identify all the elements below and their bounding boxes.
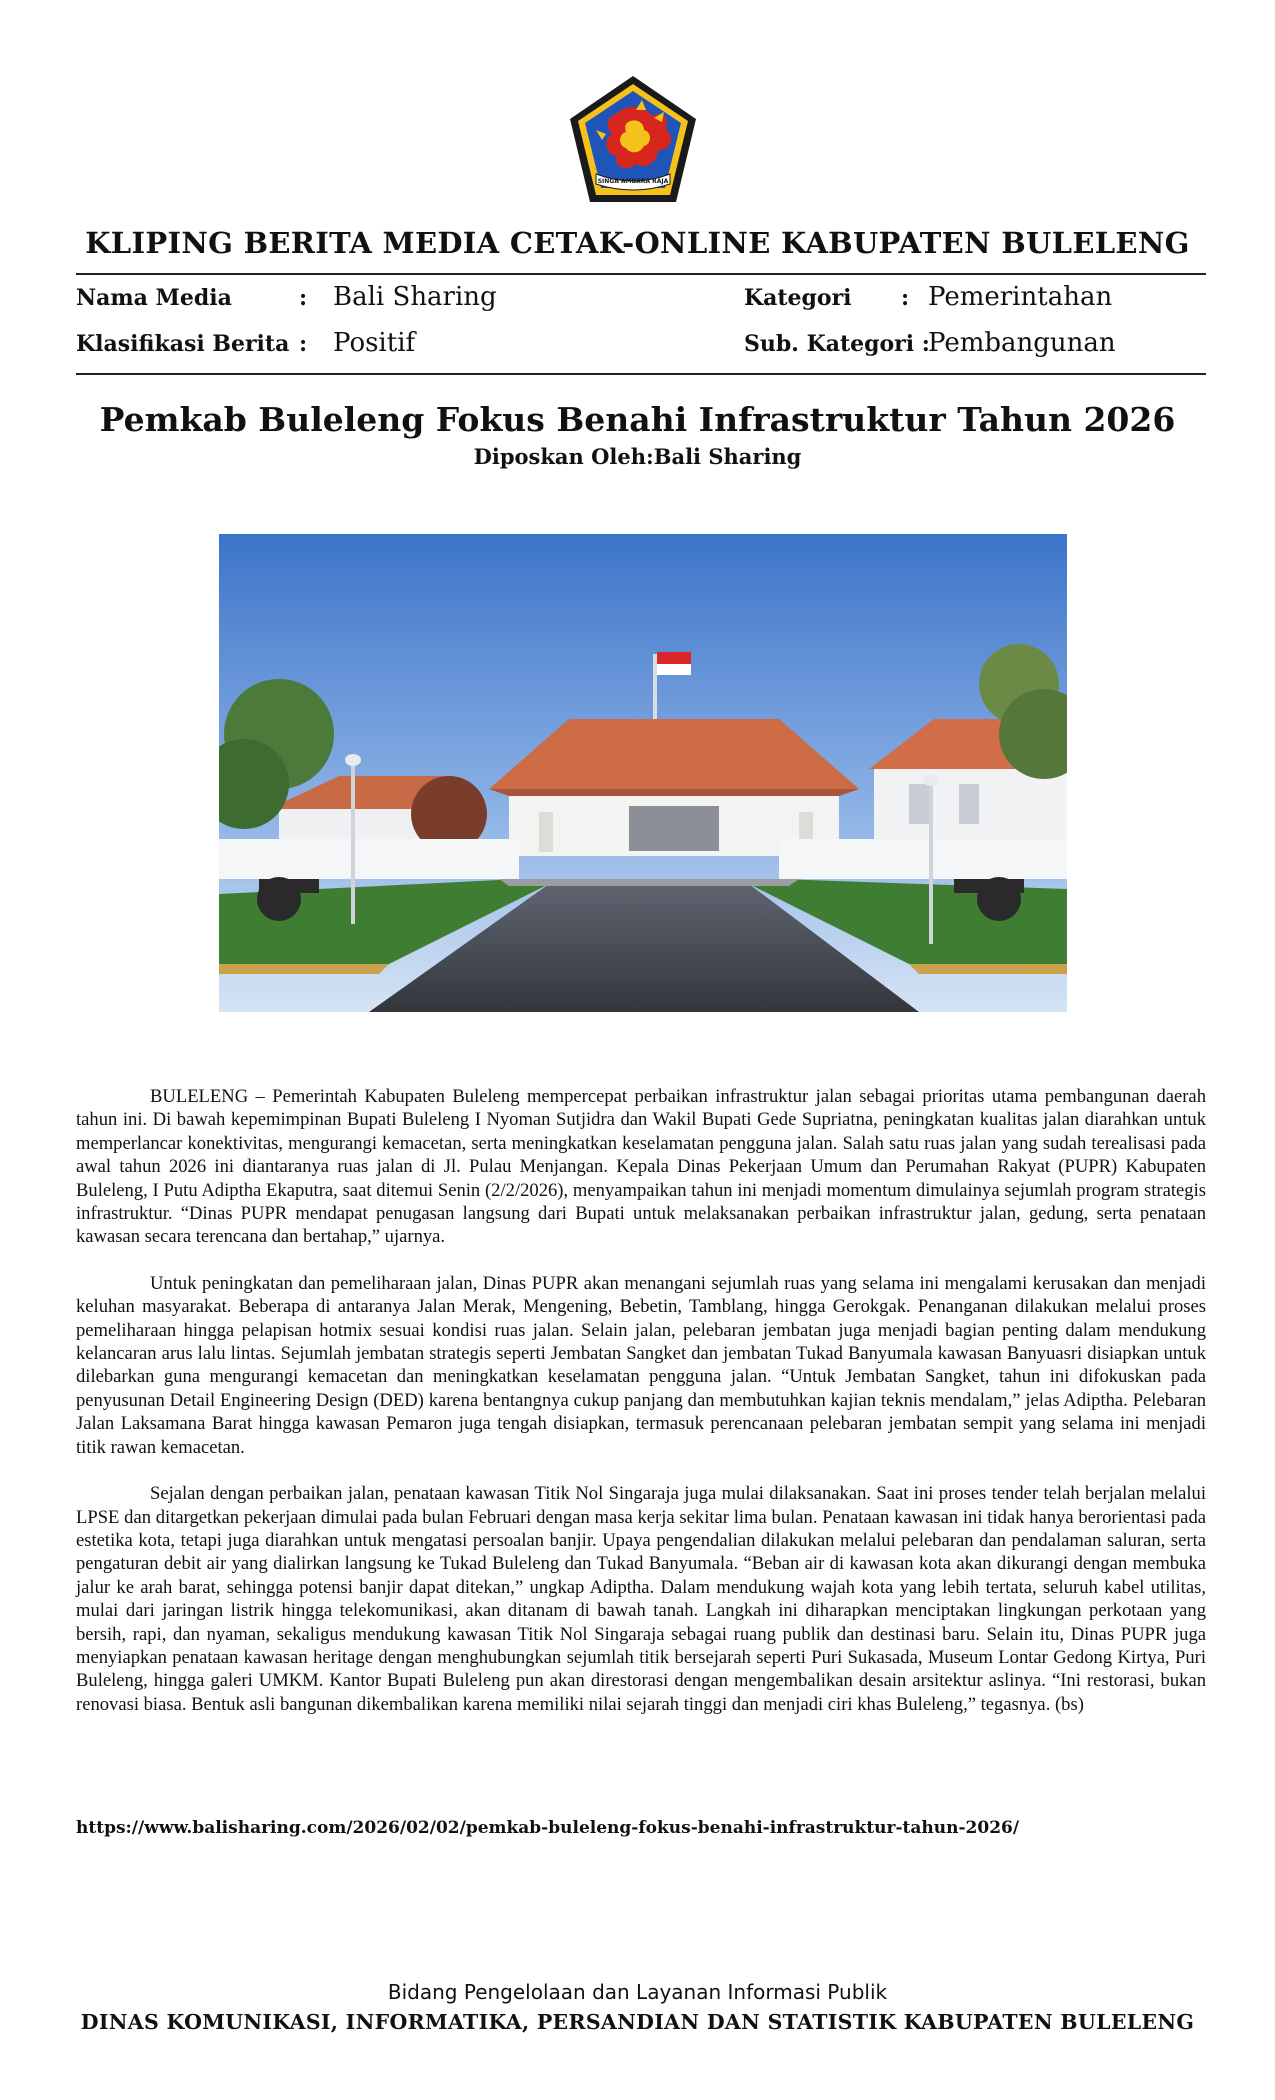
article-paragraph-1: BULELENG – Pemerintah Kabupaten Buleleng mempercepat perbaikan infrastruktur jalan sebagai prioritas utama pembangunan daerah tahun ini. Di bawah kepemimpinan Bupati Buleleng I Nyoman Sutjidra dan Wakil Bupati Gede Supriatna, peningkatan kualitas jalan diarahkan untuk memperlancar konektivitas, mengurangi kemacetan, serta meningkatkan keselamatan pengguna jalan. Salah satu ruas jalan yang sudah terealisasi pada awal tahun 2026 ini diantaranya ruas jalan di Jl. Pulau Menjangan. Kepala Dinas Pekerjaan Umum dan Perumahan Rakyat (PUPR) Kabupaten Buleleng, I Putu Adiptha Ekaputra, saat ditemui Senin (2/2/2026), menyampaikan tahun ini menjadi momentum dimulainya sejumlah program strategis infrastruktur. “Dinas PUPR mendapat penugasan langsung dari Bupati untuk melaksanakan perbaikan infrastruktur jalan, gedung, serta penataan kawasan secara terencana dan bertahap,” ujarnya.	[76, 1086, 1206, 1248]
media-name-colon: :	[299, 285, 308, 311]
media-name-label: Nama Media	[76, 285, 232, 311]
government-building-photo-icon	[219, 534, 1067, 1012]
header-divider-bottom	[76, 373, 1206, 375]
header-divider-top	[76, 273, 1206, 275]
news-classification-colon: :	[299, 331, 308, 357]
clipping-header-title: KLIPING BERITA MEDIA CETAK-ONLINE KABUPATEN BULELENG	[85, 226, 1190, 260]
footer-agency: DINAS KOMUNIKASI, INFORMATIKA, PERSANDIAN DAN STATISTIK KABUPATEN BULELENG	[80, 2010, 1195, 2034]
category-value: Pemerintahan	[928, 282, 1113, 312]
news-classification-label: Klasifikasi Berita	[76, 331, 290, 357]
footer-department: Bidang Pengelolaan dan Layanan Informasi Publik	[387, 1980, 888, 2004]
category-label: Kategori	[744, 285, 852, 311]
article-body	[76, 1085, 1206, 1739]
source-url-link[interactable]: https://www.balisharing.com/2026/02/02/pemkab-buleleng-fokus-benahi-infrastruktur-tahun-2026/	[76, 1818, 1020, 1838]
subcategory-value: Pembangunan	[928, 328, 1116, 358]
category-colon: :	[901, 285, 910, 311]
logo-text: SINGA AMBARA RAJA	[597, 178, 669, 185]
article-paragraph-3: Sejalan dengan perbaikan jalan, penataan kawasan Titik Nol Singaraja juga mulai dilaksanakan. Saat ini proses tender telah berjalan melalui LPSE dan ditargetkan pekerjaan dimulai pada bulan Februari dengan masa kerja sekitar lima bulan. Penataan kawasan ini tidak hanya berorientasi pada estetika kota, tetapi juga diarahkan untuk mengatasi persoalan banjir. Upaya pengendalian dilakukan melalui pelebaran dan pendalaman saluran, serta pengaturan debit air yang dialirkan langsung ke Tukad Buleleng dan Tukad Banyumala. “Beban air di kawasan kota akan dikurangi dengan membuka jalur ke arah barat, sehingga potensi banjir dapat ditekan,” ungkap Adiptha. Dalam mendukung wajah kota yang lebih tertata, seluruh kabel utilitas, mulai dari jaringan listrik hingga telekomunikasi, akan ditanam di bawah tanah. Langkah ini diharapkan menciptakan lingkungan perkotaan yang bersih, rapi, dan nyaman, sekaligus mendukung kawasan Titik Nol Singaraja sebagai ruang publik dan destinasi baru. Selain itu, Dinas PUPR juga menyiapkan penataan kawasan heritage dengan menghubungkan sejumlah titik bersejarah seperti Puri Sukasada, Museum Lontar Gedong Kirtya, Puri Buleleng, hingga galeri UMKM. Kantor Bupati Buleleng pun akan direstorasi dengan mengembalikan desain arsitektur aslinya. “Ini restorasi, bukan renovasi biasa. Bentuk asli bangunan dikembalikan karena memiliki nilai sejarah tinggi dan menjadi ciri khas Buleleng,” tegasnya. (bs)	[76, 1483, 1206, 1715]
news-classification-value: Positif	[333, 328, 416, 358]
subcategory-label: Sub. Kategori :	[744, 331, 930, 357]
article-paragraph-2: Untuk peningkatan dan pemeliharaan jalan, Dinas PUPR akan menangani sejumlah ruas yang selama ini mengalami kerusakan dan menjadi keluhan masyarakat. Beberapa di antaranya Jalan Merak, Mengening, Bebetin, Tamblang, hingga Gerokgak. Penanganan dilakukan melalui proses pemeliharaan hingga pelapisan hotmix sesuai kondisi ruas jalan. Selain jalan, pelebaran jembatan juga menjadi bagian penting dalam mendukung kelancaran arus lalu lintas. Sejumlah jembatan strategis seperti Jembatan Sangket dan jembatan Tukad Banyumala kawasan Banyuasri disiapkan untuk dilebarkan guna mengurangi kemacetan dan meningkatkan keselamatan pengguna jalan. “Untuk Jembatan Sangket, tahun ini difokuskan pada penyusunan Detail Engineering Design (DED) karena bentangnya cukup panjang dan membutuhkan kajian teknis mendalam,” jelas Adiptha. Pelebaran Jalan Laksamana Barat hingga kawasan Pemaron juga tengah disiapkan, termasuk perencanaan pelebaran jembatan sempit yang selama ini menjadi titik rawan kemacetan.	[76, 1272, 1206, 1458]
posted-by: Diposkan Oleh:Bali Sharing	[473, 444, 802, 469]
article-title: Pemkab Buleleng Fokus Benahi Infrastruktur Tahun 2026	[99, 400, 1176, 439]
singa-ambara-raja-emblem-icon	[566, 74, 700, 206]
media-name-value: Bali Sharing	[333, 282, 497, 312]
